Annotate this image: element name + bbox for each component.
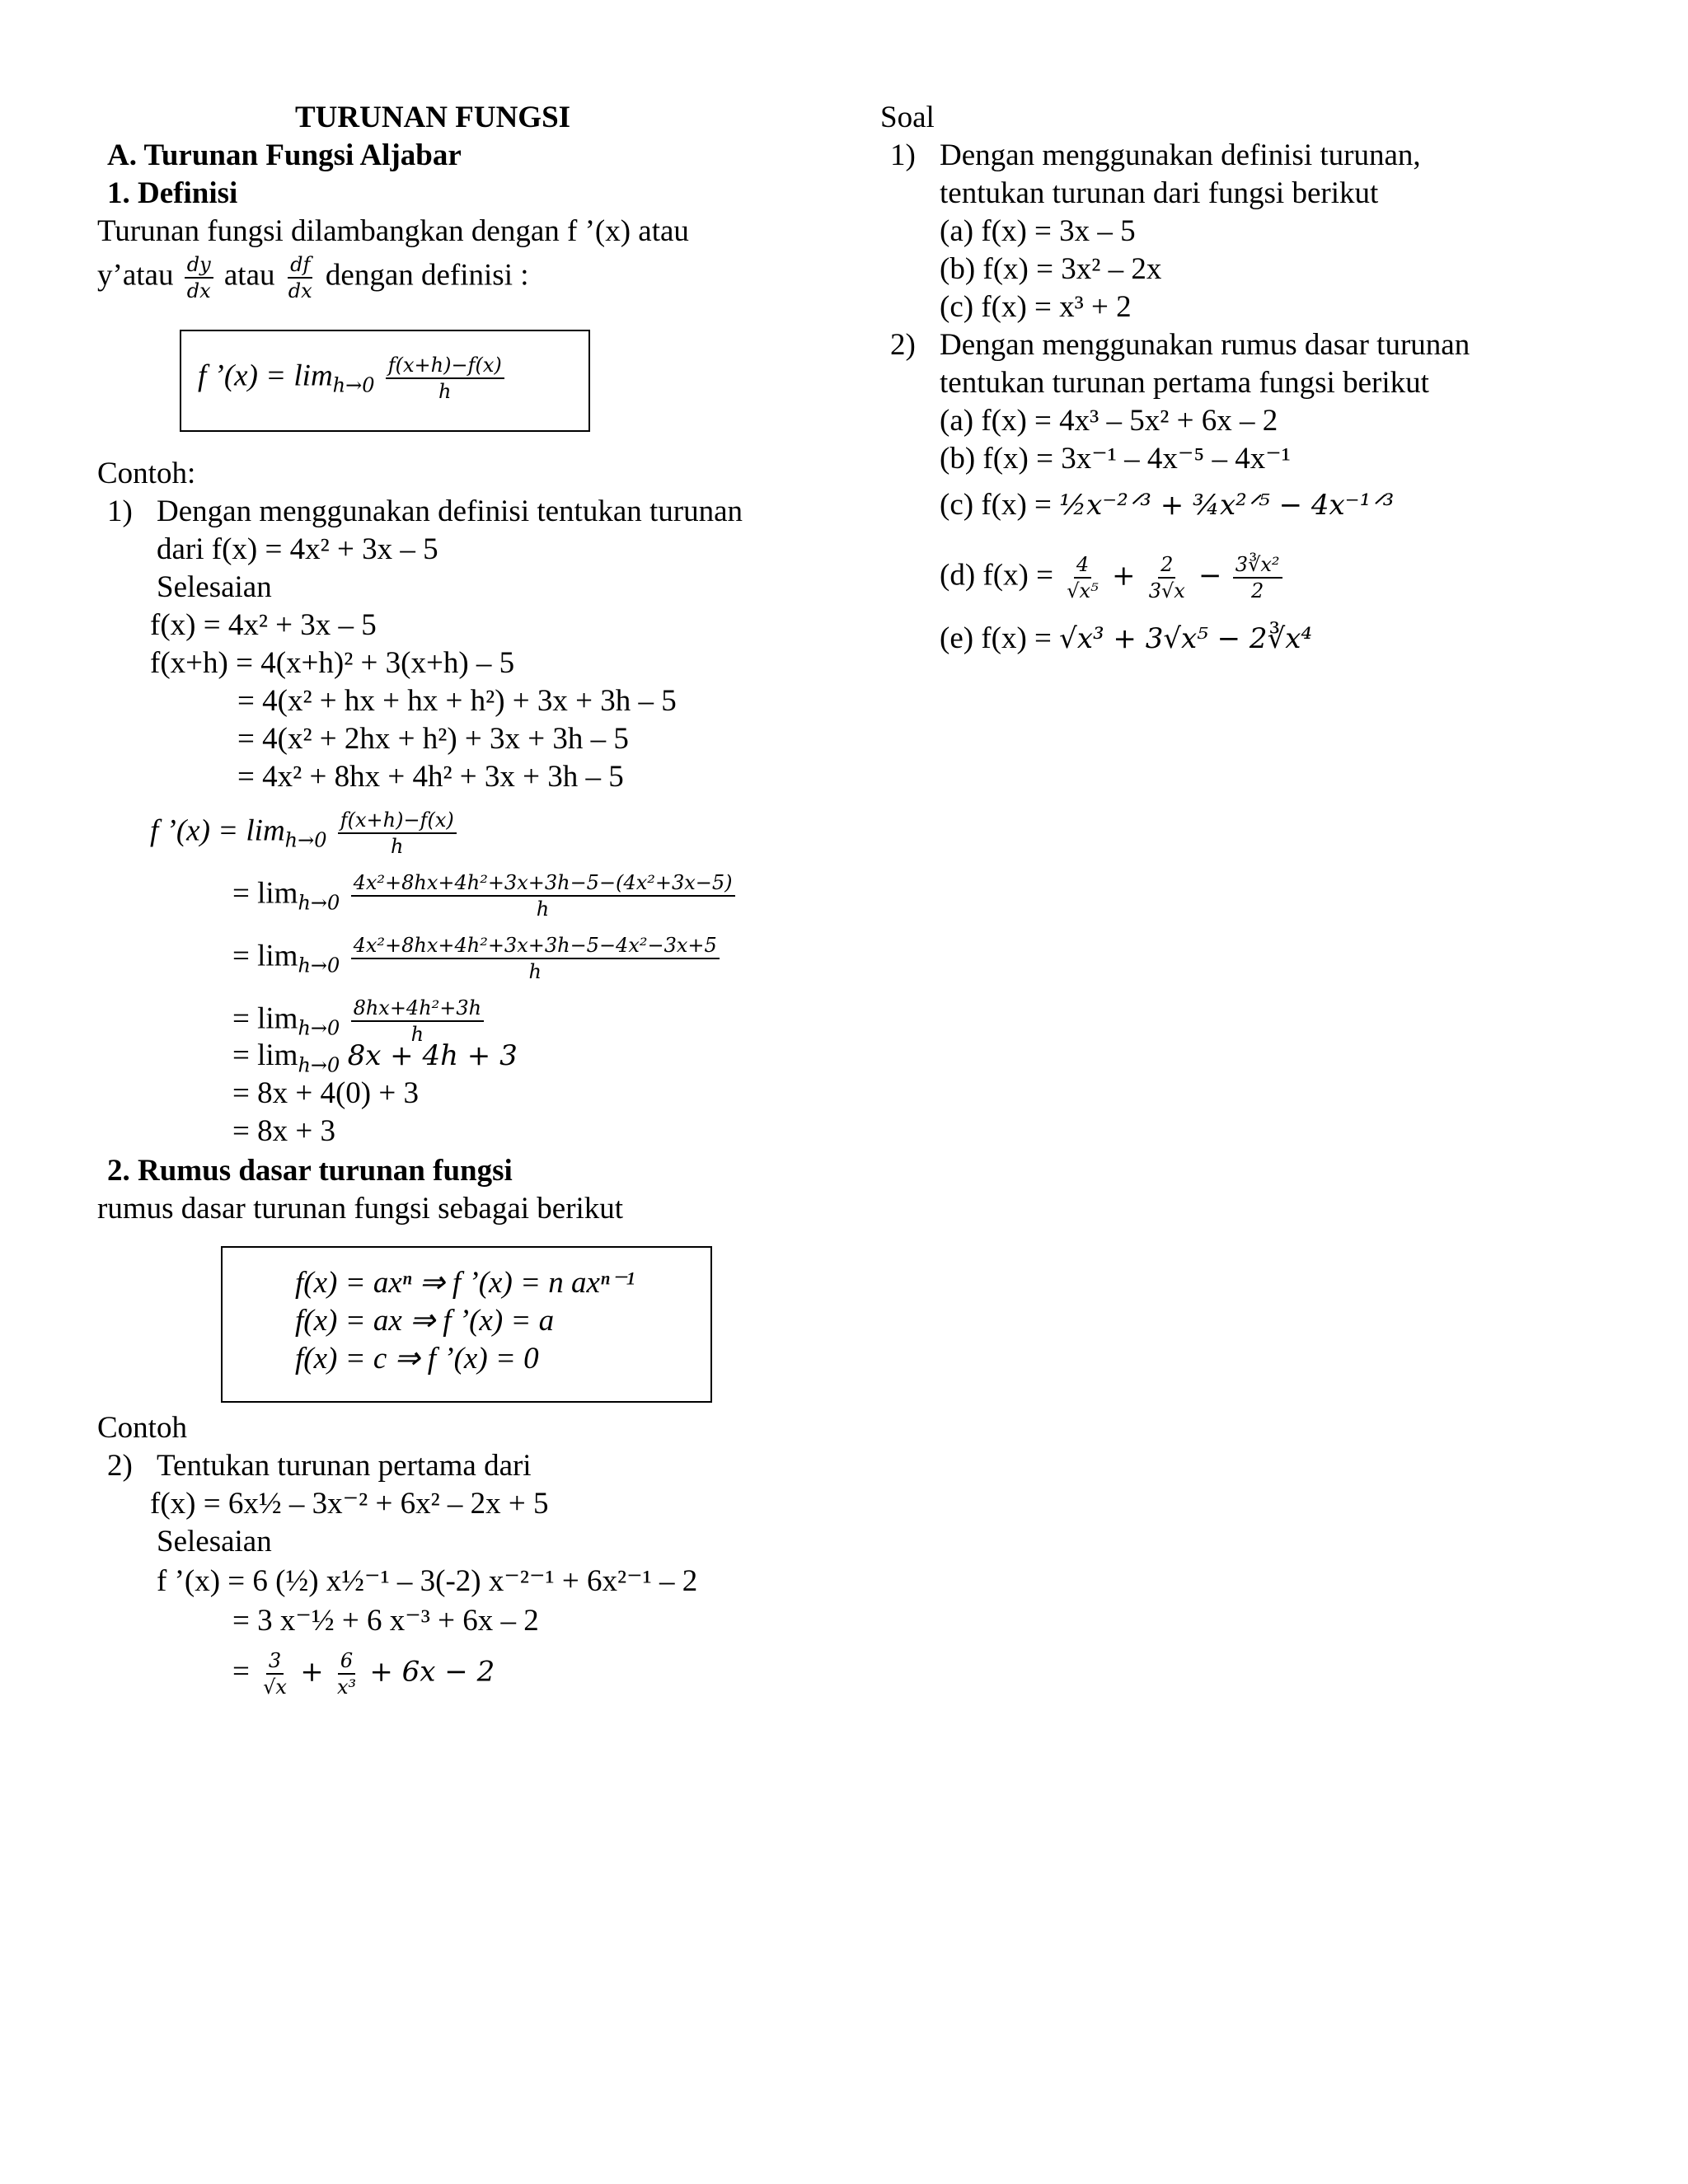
subsection-2-heading: 2. Rumus dasar turunan fungsi xyxy=(107,1154,513,1188)
soal-1-item: (a) f(x) = 3x – 5 xyxy=(940,214,1136,248)
soal-2-item-d: (d) f(x) = $\frac{4}{\text{√x⁵}}$ + $\frac{2}{3√x}$ − $\frac{\text{3∛x²}}{2}$ xyxy=(940,552,1286,603)
example-2-selesaian: Selesaian xyxy=(157,1525,272,1558)
soal-1-line: Dengan menggunakan definisi turunan, xyxy=(940,138,1421,172)
soal-2-item-e: (e) f(x) = √x³ + 3√x⁵ − 2∛x⁴ xyxy=(940,621,1313,655)
example-1-step: = 4(x² + 2hx + h²) + 3x + 3h – 5 xyxy=(237,722,629,756)
df-dx-fraction: $\frac{df}{dx}$ xyxy=(288,253,312,302)
contoh-2-label: Contoh xyxy=(97,1411,187,1445)
example-1-selesaian: Selesaian xyxy=(157,570,272,604)
section-a-heading: A. Turunan Fungsi Aljabar xyxy=(107,138,462,172)
soal-2-number: 2) xyxy=(890,328,916,362)
soal-2-line: tentukan turunan pertama fungsi berikut xyxy=(940,366,1429,400)
example-2-number: 2) xyxy=(107,1449,133,1483)
definition-text: Turunan fungsi dilambangkan dengan f ’(x) atau xyxy=(97,214,689,248)
example-1-step: = 4(x² + hx + hx + h²) + 3x + 3h – 5 xyxy=(237,684,677,718)
example-2-step-1: f ’(x) = 6 (½) x½⁻¹ – 3(-2) x⁻²⁻¹ + 6x²⁻¹ – 2 xyxy=(157,1564,698,1598)
contoh-label: Contoh: xyxy=(97,457,196,490)
example-1-step: f(x) = 4x² + 3x – 5 xyxy=(150,608,377,642)
soal-1-line: tentukan turunan dari fungsi berikut xyxy=(940,176,1379,210)
definition-formula: f ’(x) = $\lim_{h\to 0}$ $\frac{f(x+h)-f(x)}{h}$ xyxy=(198,353,508,404)
limit-step-4: = $\lim_{h\to 0}$ $\frac{\text{8hx+4h²+3h}}{h}$ xyxy=(232,996,487,1047)
soal-1-item: (b) f(x) = 3x² – 2x xyxy=(940,252,1162,286)
limit-step-3: = $\lim_{h\to 0}$ $\frac{\text{4x²+8hx+4h²+3x+3h−5−4x²−3x+5}}{h}$ xyxy=(232,933,723,984)
limit-step-6: = 8x + 4(0) + 3 xyxy=(232,1076,419,1110)
rumus-line: f(x) = c ⇒ f ’(x) = 0 xyxy=(295,1342,539,1376)
definition-notation-line: y’atau $\frac{dy}{dx}$ atau $\frac{df}{dx}$ dengan definisi : xyxy=(97,253,529,302)
dy-dx-fraction: $\frac{dy}{dx}$ xyxy=(185,252,213,303)
soal-2-item-c: (c) f(x) = ½x⁻²ᐟ³ + ¾x²ᐟ⁵ − 4x⁻¹ᐟ³ xyxy=(940,488,1395,522)
rumus-line: f(x) = ax ⇒ f ’(x) = a xyxy=(295,1304,555,1338)
page-title: TURUNAN FUNGSI xyxy=(295,101,571,134)
example-1-step: f(x+h) = 4(x+h)² + 3(x+h) – 5 xyxy=(150,646,515,680)
example-2-function: f(x) = 6x½ – 3x⁻² + 6x² – 2x + 5 xyxy=(150,1487,549,1521)
example-2-question: Tentukan turunan pertama dari xyxy=(157,1449,532,1483)
limit-step-7: = 8x + 3 xyxy=(232,1114,335,1148)
rumus-intro: rumus dasar turunan fungsi sebagai berikut xyxy=(97,1192,624,1226)
example-1-number: 1) xyxy=(107,494,133,528)
rumus-line: f(x) = axⁿ ⇒ f ’(x) = n axⁿ⁻¹ xyxy=(295,1266,635,1300)
soal-1-item: (c) f(x) = x³ + 2 xyxy=(940,290,1132,324)
soal-1-number: 1) xyxy=(890,138,916,172)
subsection-1-heading: 1. Definisi xyxy=(107,176,238,210)
soal-label: Soal xyxy=(880,101,935,134)
soal-2-line: Dengan menggunakan rumus dasar turunan xyxy=(940,328,1470,362)
example-1-function: dari f(x) = 4x² + 3x – 5 xyxy=(157,532,438,566)
limit-step-2: = $\lim_{h\to 0}$ $\frac{\text{4x²+8hx+4h²+3x+3h−5−(4x²+3x−5)}}{h}$ xyxy=(232,870,738,921)
limit-step-5: = $\lim_{h\to 0} 8x + 4h + 3$ xyxy=(232,1038,518,1077)
example-2-step-2: = 3 x⁻½ + 6 x⁻³ + 6x – 2 xyxy=(232,1604,539,1638)
example-2-step-3: = $\frac{3}{√x}$ + $\frac{6}{\text{x³}}$ + 6x − 2 xyxy=(232,1649,495,1699)
soal-2-item-a: (a) f(x) = 4x³ – 5x² + 6x – 2 xyxy=(940,404,1278,438)
example-1-step: = 4x² + 8hx + 4h² + 3x + 3h – 5 xyxy=(237,760,624,794)
soal-2-item-b: (b) f(x) = 3x⁻¹ – 4x⁻⁵ – 4x⁻¹ xyxy=(940,442,1291,476)
example-1-question: Dengan menggunakan definisi tentukan turunan xyxy=(157,494,743,528)
derivative-limit-line: f ’(x) = $\lim_{h\to 0}$ $\frac{f(x+h)-f(x)}{h}$ xyxy=(150,808,460,859)
